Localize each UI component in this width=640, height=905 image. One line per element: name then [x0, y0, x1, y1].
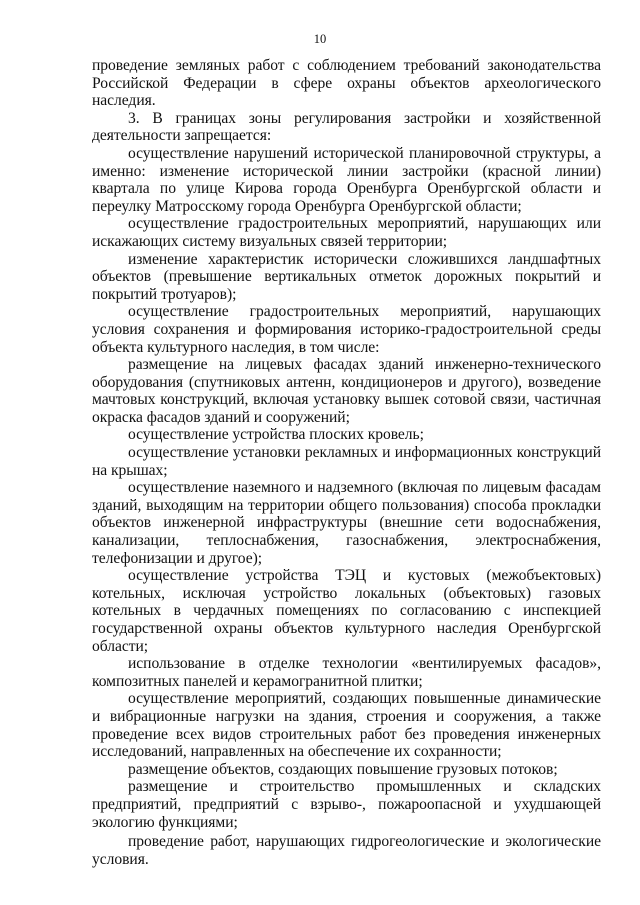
- paragraph: проведение земляных работ с соблюдением требований законодательства Российской Федерации в сфере охраны объектов археологического наследия.: [92, 57, 601, 110]
- paragraph: осуществление наземного и надземного (включая по лицевым фасадам зданий, выходящим на территории общего пользования) способа прокладки объектов инженерной инфраструктуры (внешние сети водоснабжения, канализации, теплоснабжения, газоснабжения, электроснабжения, телефонизации и другое);: [92, 479, 601, 567]
- paragraph: размещение объектов, создающих повышение грузовых потоков;: [128, 760, 558, 778]
- paragraph: осуществление установки рекламных и информационных конструкций на крышах;: [92, 444, 601, 479]
- paragraph: размещение на лицевых фасадах зданий инженерно-технического оборудования (спутниковых антенн, кондиционеров и другого), возведение мачтовых конструкций, включая установку вышек сотовой связи, частичная окраска фасадов зданий и сооружений;: [92, 356, 601, 426]
- paragraph: проведение работ, нарушающих гидрогеологические и экологические условия.: [92, 833, 601, 868]
- paragraph: размещение и строительство промышленных и складских предприятий, предприятий с взрыво-, пожароопасной и ухудшающей экологию функциями;: [92, 778, 601, 831]
- page-number: 10: [313, 32, 327, 46]
- paragraph: осуществление мероприятий, создающих повышенные динамические и вибрационные нагрузки на здания, строения и сооружения, а также проведение всех видов строительных работ без проведения инженерных исследований, направленных на обеспечение их сохранности;: [92, 690, 601, 761]
- paragraph: осуществление устройства плоских кровель;: [128, 426, 424, 444]
- paragraph: осуществление устройства ТЭЦ и кустовых (межобъектовых) котельных, исключая устройство локальных (объектовых) газовых котельных в чердачных помещениях по согласованию с инспекцией государственной охраны объектов культурного наследия Оренбургской области;: [92, 567, 601, 655]
- document-body: [92, 57, 601, 868]
- paragraph: осуществление градостроительных мероприятий, нарушающих или искажающих систему визуальных связей территории;: [92, 215, 601, 250]
- paragraph: осуществление градостроительных мероприятий, нарушающих условия сохранения и формирования историко-градостроительной среды объекта культурного наследия, в том числе:: [92, 303, 601, 356]
- paragraph: изменение характеристик исторически сложившихся ландшафтных объектов (превышение вертикальных отметок дорожных покрытий и покрытий тротуаров);: [92, 250, 601, 303]
- paragraph: использование в отделке технологии «вентилируемых фасадов», композитных панелей и керамогранитной плитки;: [92, 655, 601, 690]
- paragraph: 3. В границах зоны регулирования застройки и хозяйственной деятельности запрещается:: [92, 109, 601, 145]
- paragraph: осуществление нарушений исторической планировочной структуры, а именно: изменение исторической линии застройки (красной линии) квартала по улице Кирова города Оренбурга Оренбургской области и переулку Матросскому города Оренбурга Оренбургской области;: [92, 144, 601, 215]
